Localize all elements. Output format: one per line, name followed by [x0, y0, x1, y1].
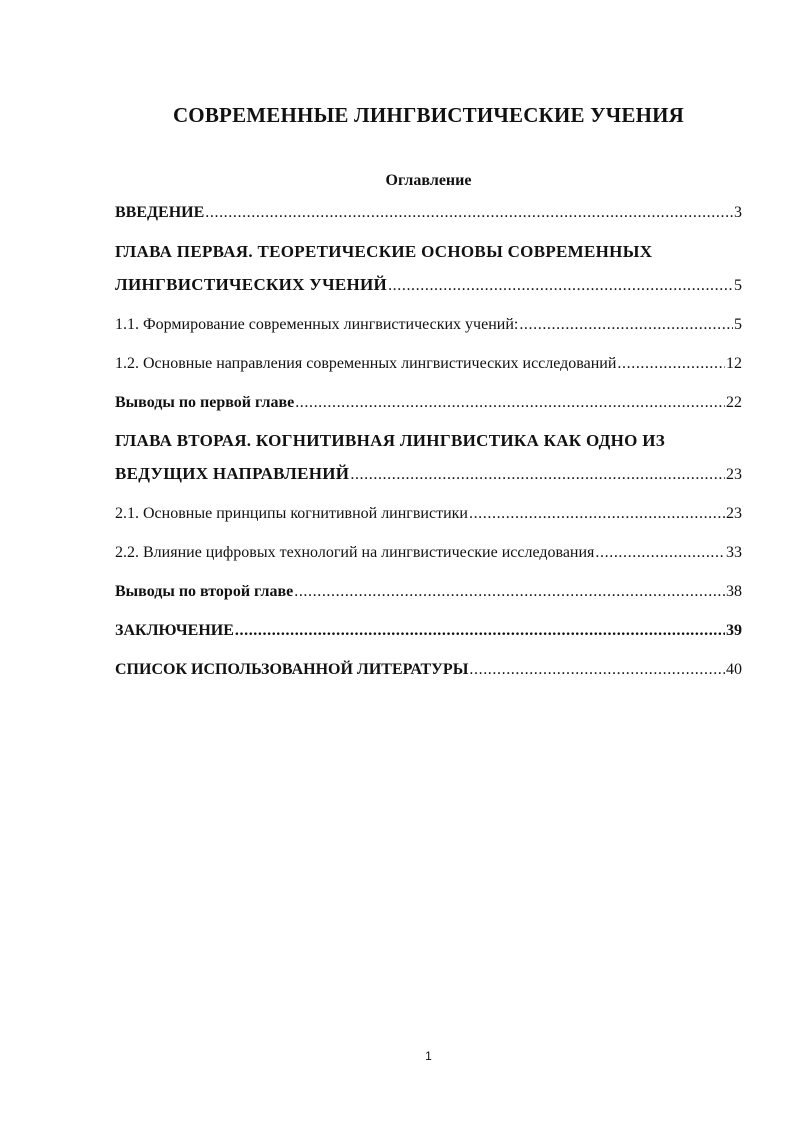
toc-leader-dots [235, 621, 725, 641]
toc-entry-text: Выводы по второй главе [115, 583, 294, 600]
toc-entry-2-1[interactable] [115, 504, 742, 524]
toc-entry-page: 3 [734, 204, 742, 221]
toc-entry-text: ВВЕДЕНИЕ [115, 204, 205, 221]
toc-entry-page: 40 [726, 661, 742, 678]
toc-entry-text: 2.1. Основные принципы когнитивной лингвистики [115, 505, 468, 522]
toc-entry-1-2[interactable] [115, 354, 742, 374]
toc-entry-page: 39 [726, 622, 742, 639]
toc-leader-dots [469, 660, 725, 680]
toc-leader-dots [388, 276, 733, 296]
toc-entry-chapter1[interactable] [115, 275, 742, 296]
toc-leader-dots [617, 354, 725, 374]
toc-leader-dots [595, 543, 725, 563]
toc-entry-conclusions-ch1[interactable] [115, 393, 742, 413]
toc-entry-text: ЗАКЛЮЧЕНИЕ [115, 622, 234, 639]
toc-leader-dots [295, 393, 725, 413]
toc-entry-bibliography[interactable] [115, 660, 742, 680]
toc-heading: Оглавление [385, 172, 472, 189]
toc-entry-1-1[interactable] [115, 315, 742, 335]
toc-entry-conclusions-ch2[interactable] [115, 582, 742, 602]
toc-leader-dots [469, 504, 725, 524]
toc-entry-page: 12 [726, 355, 742, 372]
toc-entry-chapter2[interactable] [115, 464, 742, 485]
toc-leader-dots [350, 465, 725, 485]
toc-entry-chapter1-line1[interactable]: ГЛАВА ПЕРВАЯ. ТЕОРЕТИЧЕСКИЕ ОСНОВЫ СОВРЕМЕННЫХ [115, 242, 653, 261]
page-number: 1 [425, 1049, 432, 1063]
toc-entry-text: Выводы по первой главе [115, 394, 295, 411]
toc-entry-page: 5 [734, 277, 742, 294]
toc-entry-text: ВЕДУЩИХ НАПРАВЛЕНИЙ [115, 464, 350, 483]
toc-entry-page: 38 [726, 583, 742, 600]
toc-entry-text: ЛИНГВИСТИЧЕСКИХ УЧЕНИЙ [115, 275, 388, 294]
toc-entry-chapter2-line1[interactable]: ГЛАВА ВТОРАЯ. КОГНИТИВНАЯ ЛИНГВИСТИКА КАК ОДНО ИЗ [115, 431, 666, 450]
toc-leader-dots [294, 582, 725, 602]
page-title: СОВРЕМЕННЫЕ ЛИНГВИСТИЧЕСКИЕ УЧЕНИЯ [172, 103, 685, 127]
toc-entry-text: 2.2. Влияние цифровых технологий на лингвистические исследования [115, 544, 595, 561]
toc-entry-introduction[interactable] [115, 203, 742, 223]
toc-entry-page: 22 [726, 394, 742, 411]
toc-entry-page: 23 [726, 505, 742, 522]
toc-entry-text: СПИСОК ИСПОЛЬЗОВАННОЙ ЛИТЕРАТУРЫ [115, 661, 469, 678]
toc-entry-text: 1.2. Основные направления современных лингвистических исследований [115, 355, 617, 372]
toc-entry-page: 23 [726, 466, 742, 483]
toc-leader-dots [205, 203, 733, 223]
toc-entry-page: 33 [726, 544, 742, 561]
toc-entry-page: 5 [734, 316, 742, 333]
toc-entry-2-2[interactable] [115, 543, 742, 563]
toc-entry-text: 1.1. Формирование современных лингвистических учений: [115, 316, 519, 333]
toc-entry-conclusion[interactable] [115, 621, 742, 641]
toc-leader-dots [519, 315, 733, 335]
